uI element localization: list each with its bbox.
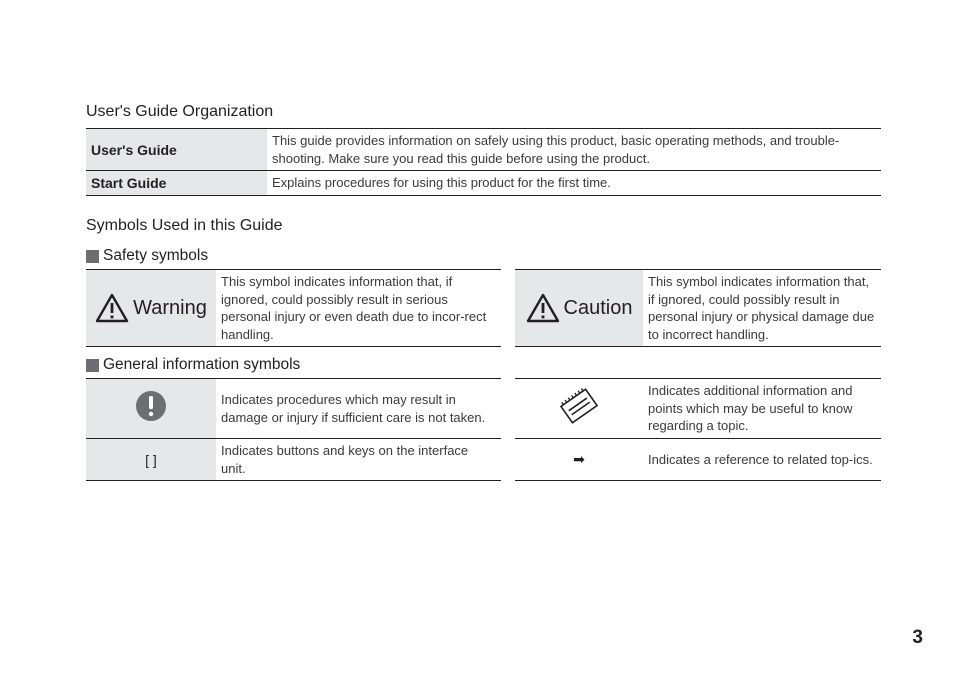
exclamation-circle-icon bbox=[135, 390, 167, 422]
table-row bbox=[86, 171, 881, 196]
buttons-symbol: [ ] bbox=[86, 439, 216, 481]
users-guide-label: User's Guide bbox=[86, 129, 267, 171]
caution-label: Caution bbox=[563, 296, 633, 319]
warning-box bbox=[86, 269, 501, 347]
table-row bbox=[86, 129, 881, 171]
symbols-heading: Symbols Used in this Guide bbox=[86, 217, 283, 234]
caution-box bbox=[515, 269, 881, 347]
table-row bbox=[86, 379, 501, 439]
caution-triangle-icon bbox=[526, 293, 560, 323]
warning-triangle-icon bbox=[95, 293, 129, 323]
memo-pad-icon bbox=[558, 388, 600, 424]
general-symbols-left-table bbox=[86, 378, 501, 481]
users-guide-description: This guide provides information on safely using this product, basic operating methods, and trouble-shooting. Make sure you read this guide before using the product. bbox=[267, 129, 881, 171]
table-row bbox=[86, 439, 501, 481]
attention-description: Indicates procedures which may result in damage or injury if sufficient care is not taken. bbox=[221, 392, 486, 425]
table-row bbox=[515, 439, 881, 481]
start-guide-description: Explains procedures for using this product for the first time. bbox=[267, 171, 881, 196]
square-bullet-icon bbox=[86, 359, 99, 372]
reference-arrow-icon: ➡ bbox=[573, 451, 585, 467]
note-symbol-cell bbox=[515, 379, 643, 439]
reference-description: Indicates a reference to related top-ics. bbox=[648, 451, 873, 467]
safety-symbols-label: Safety symbols bbox=[103, 247, 209, 264]
warning-description: This symbol indicates information that, if ignored, could possibly result in serious personal injury or even death due to incor-rect handling. bbox=[221, 274, 487, 342]
general-symbols-label: General information symbols bbox=[103, 356, 301, 373]
caution-description: This symbol indicates information that, if ignored, could possibly result in personal injury or physical damage due to incorrect handling. bbox=[648, 274, 875, 342]
warning-label: Warning bbox=[133, 296, 207, 319]
organization-heading: User's Guide Organization bbox=[86, 103, 274, 120]
warning-symbol-cell bbox=[86, 270, 216, 347]
organization-table bbox=[86, 128, 881, 196]
note-description: Indicates additional information and points which may be useful to know regarding a topic. bbox=[648, 383, 853, 434]
general-symbols-right-table bbox=[515, 378, 881, 481]
attention-symbol-cell bbox=[86, 379, 216, 439]
buttons-description: Indicates buttons and keys on the interface unit. bbox=[221, 443, 469, 476]
page-number: 3 bbox=[912, 627, 923, 648]
table-row bbox=[515, 379, 881, 439]
safety-symbols-heading bbox=[86, 247, 208, 265]
square-bullet-icon bbox=[86, 250, 99, 263]
caution-symbol-cell bbox=[515, 270, 643, 347]
start-guide-label: Start Guide bbox=[86, 171, 267, 196]
general-symbols-heading bbox=[86, 356, 300, 374]
